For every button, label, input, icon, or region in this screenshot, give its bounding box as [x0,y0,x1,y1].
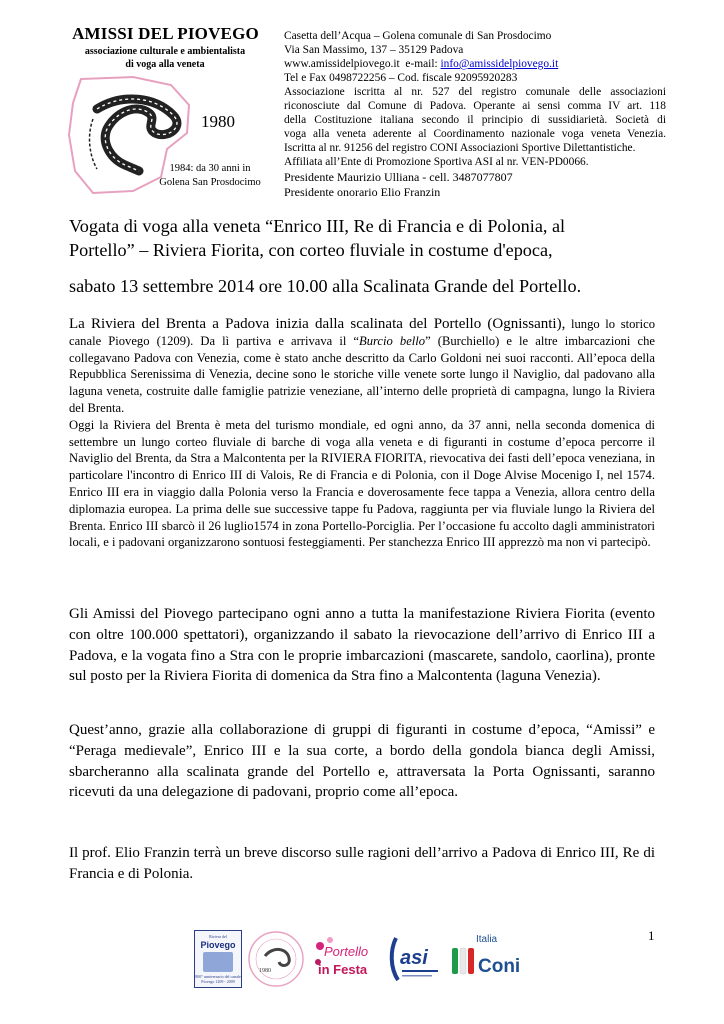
anniversary-line-1: 1984: da 30 anni in [169,163,251,174]
address-line-1: Casetta dell’Acqua – Golena comunale di San Prosdocimo [284,30,552,42]
registration-line-4: voga alla veneta aderente al Coordinamento nazionale voga veneta Venezia. [284,128,666,140]
coni-logo-top: Italia [476,934,498,945]
registration-line-5: Iscritta al nr. 91256 del registro CONI Associazioni Sportive Dilettantistiche. [284,142,636,154]
honorary-president-line: Presidente onorario Elio Franzin [284,185,441,199]
contact-line [284,58,666,72]
paragraph-1-part-c: Oggi la Riviera del Brenta è meta del turismo mondiale, ed ogni anno, da 37 anni, nella seconda domenica di settembre un lungo corteo fluviale di barche di voga alla veneta e di figuranti in costume d’epoca percorre il Naviglio del Brenta, da Stra a Malcontenta per la RIVIERA FIORITA, rievocativa dei fasti dell’epoca veneziana, in particolare l'incontro di Enrico III di Valois, Re di Francia e di Polonia, con il Doge Alvise Mocenigo I, nel 1574. Enrico III era in viaggio dalla Polonia verso la Francia e doverosamente fece tappa a Venezia, allora centro della diplomazia europea. La prima delle sue successive tappe fu Padova, raggiunta per via fluviale lungo la Riviera del Brenta. Enrico III sbarcò il 26 luglio1574 in zona Portello-Porciglia. Per l’occasione fu accolto dagli amministratori locali, e i padovani organizzarono sontuosi festeggiamenti. Per stanchezza Enrico III apprezzò ma non vi partecipò. [69,417,655,550]
coni-logo [448,928,528,988]
organization-name: AMISSI DEL PIOVEGO [72,24,259,43]
piovego-logo-bottom: 800° anniversario del canale Piovego 1209 - 2009 [195,974,241,984]
asi-logo [388,928,443,988]
piovego-anniversary-logo [194,930,242,988]
paragraph-1-part-a: lungo lo storico canale Piovego (1209). Da lì partiva e arrivava il “ [69,317,655,348]
email-link[interactable]: info@amissidelpiovego.it [440,58,559,70]
portello-in-festa-logo [310,928,380,988]
piovego-logo-name: Piovego [200,940,236,950]
paragraph-1-lead: La Riviera del Brenta a Padova inizia dalla scalinata del Portello (Ognissanti), [69,316,566,332]
portello-logo-line2: in Festa [318,962,368,977]
paragraph-1-part-b: ” (Burchiello) e le altre imbarcazioni che collegavano Padova con Venezia, come è stato anche descritto da Carlo Goldoni nei suoi racconti. All’epoca della Repubblica Serenissima di Venezia, decine sono le storiche ville venete sorte lungo il Naviglio, dal padovano alla laguna veneta, costruite dalle famiglie patrizie veneziane, all’interno delle proprietà di campagna, lungo la Riviera del Brenta. [69,333,655,415]
organization-subtitle-1: associazione culturale e ambientalista [84,46,246,57]
website-link[interactable]: www.amissidelpiovego.it [284,58,400,70]
registration-line-2: riconosciute dal Comune di Padova. Operante ai sensi comma IV art. 118 [284,100,666,112]
paragraph-1 [69,316,655,551]
anniversary-line-2: Golena San Prosdocimo [159,177,261,188]
coni-logo-name: Coni [478,956,521,977]
piovego-logo-top: Riviera del [209,934,227,939]
portello-logo-line1: Portello [324,944,369,959]
asi-logo-name: asi [400,947,428,969]
title-line-2: Portello” – Riviera Fiorita, con corteo fluviale in costume d'epoca, [69,240,553,260]
organization-subtitle-2: di voga alla veneta [125,59,205,70]
registration-line-3: della Costituzione italiana secondo il principio di sussidiarietà. Società di [284,114,666,126]
registration-line-1: Associazione iscritta al nr. 527 del registro comunale delle associazioni [284,86,666,98]
paragraph-1-italic: Burcio bello [359,333,426,348]
paragraph-3: Quest’anno, grazie alla collaborazione di gruppi di figuranti in costume d’epoca, “Amissi” e “Peraga medievale”, Enrico III e la sua corte, a bordo della gondola bianca degli Amissi, sbarcheranno alla scalinata grande del Portello e, attraversata la Porta Ognissanti, saranno ricevuti da una delegazione di padovani, proprio come all’epoca. [69,722,655,801]
registration-line-6: Affiliata all’Ente di Promozione Sportiva ASI al nr. VEN-PD0066. [284,156,589,168]
paragraph-4: Il prof. Elio Franzin terrà un breve discorso sulle ragioni dell’arrivo a Padova di Enrico III, Re di Francia e di Polonia. [69,845,655,882]
title-line-3: sabato 13 settembre 2014 ore 10.00 alla Scalinata Grande del Portello. [69,276,582,296]
address-line-2: Via San Massimo, 137 – 35129 Padova [284,44,464,56]
seal-year: 1980 [259,968,271,974]
email-label: e-mail: [405,58,438,70]
title-line-1: Vogata di voga alla veneta “Enrico III, Re di Francia e di Polonia, al [69,216,566,236]
piovego-logo-picture-icon [203,952,233,972]
amissi-seal-logo [247,930,305,988]
phone-line: Tel e Fax 0498722256 – Cod. fiscale 92095920283 [284,72,518,84]
president-line: Presidente Maurizio Ulliana - cell. 3487077807 [284,170,513,184]
founding-year: 1980 [201,112,235,131]
page-number: 1 [648,928,655,943]
paragraph-2: Gli Amissi del Piovego partecipano ogni anno a tutta la manifestazione Riviera Fiorita (evento con oltre 100.000 spettatori), organizzando il sabato la rievocazione dell’arrivo di Enrico III a Padova, e la vogata fino a Stra con le proprie imbarcazioni (mascarete, sandolo, caorlina), pronte sul posto per la Riviera Fiorita di domenica da Stra fino a Malcontenta (laguna Venezia). [69,606,655,685]
